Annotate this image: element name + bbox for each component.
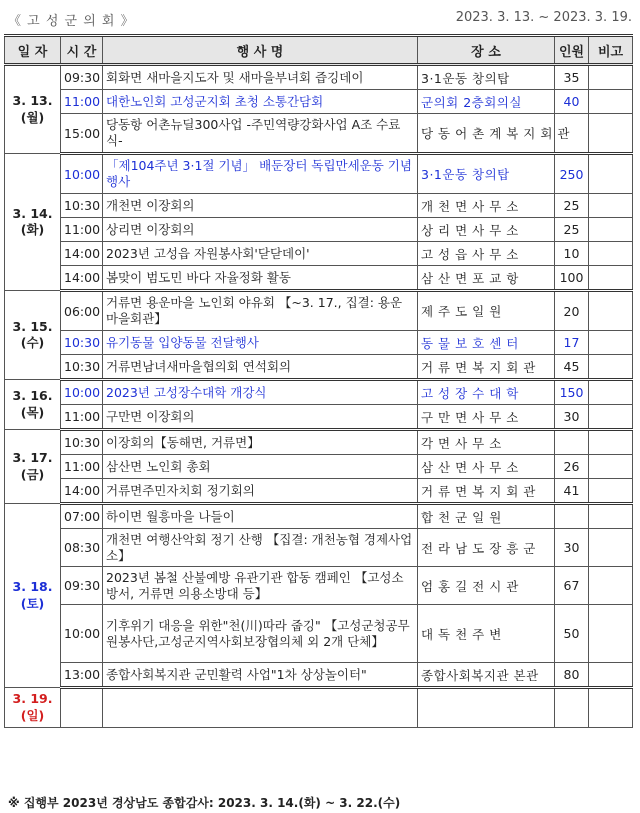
event-note-cell <box>589 663 633 688</box>
event-name-cell: 하이면 월흥마을 나들이 <box>103 504 418 529</box>
day-date: 3. 13. <box>12 93 53 109</box>
event-note-cell <box>589 194 633 218</box>
event-place-cell: 고 성 읍 사 무 소 <box>418 242 555 266</box>
event-note-cell <box>589 455 633 479</box>
table-row <box>5 430 633 455</box>
event-time-cell: 15:00 <box>61 114 103 154</box>
schedule-table <box>4 34 633 728</box>
event-note-cell <box>589 430 633 455</box>
event-count-cell: 25 <box>555 194 589 218</box>
event-place-cell: 제 주 도 일 원 <box>418 291 555 331</box>
day-weekday: (금) <box>20 466 45 482</box>
day-date-cell <box>5 688 61 728</box>
event-place-cell: 상 리 면 사 무 소 <box>418 218 555 242</box>
event-name-cell: 삼산면 노인회 총회 <box>103 455 418 479</box>
event-note-cell <box>589 90 633 114</box>
event-note-cell <box>589 291 633 331</box>
event-note-cell <box>589 380 633 405</box>
event-name-cell <box>103 688 418 728</box>
event-time-cell: 11:00 <box>61 90 103 114</box>
event-note-cell <box>589 355 633 380</box>
event-name-cell: 회화면 새마을지도자 및 새마을부녀회 즙깅데이 <box>103 65 418 90</box>
day-date: 3. 18. <box>12 579 53 595</box>
event-note-cell <box>589 266 633 291</box>
event-count-cell: 45 <box>555 355 589 380</box>
event-time-cell: 09:30 <box>61 567 103 605</box>
day-date: 3. 14. <box>12 205 53 221</box>
table-row <box>5 355 633 380</box>
event-count-cell <box>555 504 589 529</box>
day-date: 3. 17. <box>12 450 53 466</box>
event-time-cell: 11:00 <box>61 218 103 242</box>
event-count-cell: 41 <box>555 479 589 504</box>
table-row <box>5 663 633 688</box>
event-time-cell: 14:00 <box>61 479 103 504</box>
event-time-cell: 10:00 <box>61 380 103 405</box>
event-note-cell <box>589 218 633 242</box>
day-date-cell <box>5 380 61 430</box>
event-place-cell: 종합사회복지관 본관 <box>418 663 555 688</box>
event-time-cell: 10:30 <box>61 194 103 218</box>
table-row <box>5 504 633 529</box>
event-note-cell <box>589 114 633 154</box>
event-time-cell: 10:00 <box>61 154 103 194</box>
event-place-cell: 당 동 어 촌 계 복 지 회 관 <box>418 114 555 154</box>
event-count-cell: 17 <box>555 331 589 355</box>
event-name-cell: 거류면 용운마을 노인회 야유회 【~3. 17., 집결: 용운마을회관】 <box>103 291 418 331</box>
table-row <box>5 266 633 291</box>
day-date-cell <box>5 154 61 291</box>
page-header <box>8 4 632 30</box>
event-note-cell <box>589 405 633 430</box>
event-name-cell: 대한노인회 고성군지회 초청 소통간담회 <box>103 90 418 114</box>
event-place-cell: 고 성 장 수 대 학 <box>418 380 555 405</box>
day-date-cell <box>5 504 61 688</box>
event-time-cell: 14:00 <box>61 266 103 291</box>
event-count-cell: 150 <box>555 380 589 405</box>
table-row <box>5 688 633 728</box>
event-place-cell: 구 만 면 사 무 소 <box>418 405 555 430</box>
event-name-cell: 개천면 이장회의 <box>103 194 418 218</box>
event-time-cell: 09:30 <box>61 65 103 90</box>
event-count-cell: 50 <box>555 605 589 663</box>
event-count-cell: 35 <box>555 65 589 90</box>
day-weekday: (수) <box>20 335 45 350</box>
event-name-cell: 구만면 이장회의 <box>103 405 418 430</box>
event-place-cell: 거 류 면 복 지 회 관 <box>418 479 555 504</box>
event-note-cell <box>589 479 633 504</box>
event-count-cell: 25 <box>555 218 589 242</box>
table-row <box>5 90 633 114</box>
event-name-cell: 이장회의【동해면, 거류면】 <box>103 430 418 455</box>
event-place-cell: 합 천 군 일 원 <box>418 504 555 529</box>
event-time-cell: 10:30 <box>61 331 103 355</box>
day-date: 3. 19. <box>12 691 53 707</box>
day-weekday: (일) <box>20 707 45 723</box>
table-row <box>5 331 633 355</box>
event-count-cell: 100 <box>555 266 589 291</box>
day-date-cell <box>5 65 61 154</box>
event-name-cell: 당동항 어촌뉴딜300사업 -주민역량강화사업 A조 수료식- <box>103 114 418 154</box>
event-count-cell: 80 <box>555 663 589 688</box>
event-count-cell: 20 <box>555 291 589 331</box>
event-count-cell: 30 <box>555 529 589 567</box>
event-time-cell: 13:00 <box>61 663 103 688</box>
date-range: 2023. 3. 13. ~ 2023. 3. 19. <box>455 10 632 25</box>
table-row <box>5 242 633 266</box>
event-name-cell: 봄맞이 범도민 바다 자율정화 활동 <box>103 266 418 291</box>
event-note-cell <box>589 529 633 567</box>
table-row <box>5 567 633 605</box>
event-place-cell: 전 라 남 도 장 흥 군 <box>418 529 555 567</box>
table-row <box>5 479 633 504</box>
table-row <box>5 154 633 194</box>
day-date-cell <box>5 430 61 504</box>
event-name-cell: 유기동물 입양동물 전달행사 <box>103 331 418 355</box>
event-place-cell: 개 천 면 사 무 소 <box>418 194 555 218</box>
event-time-cell: 10:00 <box>61 605 103 663</box>
event-time-cell: 11:00 <box>61 405 103 430</box>
event-time-cell: 07:00 <box>61 504 103 529</box>
event-place-cell: 엄 홍 길 전 시 관 <box>418 567 555 605</box>
event-time-cell: 10:30 <box>61 430 103 455</box>
day-date: 3. 15. <box>12 318 53 334</box>
event-place-cell: 3·1운동 창의탑 <box>418 154 555 194</box>
table-row <box>5 218 633 242</box>
event-name-cell: 기후위기 대응을 위한"천(川)따라 줍깅" 【고성군청공무원봉사단,고성군지역사회보장협의체 외 2개 단체】 <box>103 605 418 663</box>
day-weekday: (토) <box>20 595 45 611</box>
table-row <box>5 405 633 430</box>
event-name-cell: 거류면주민자치회 정기회의 <box>103 479 418 504</box>
event-name-cell: 2023년 고성장수대학 개강식 <box>103 380 418 405</box>
event-note-cell <box>589 65 633 90</box>
footer-note: ※ 집행부 2023년 경상남도 종합감사: 2023. 3. 14.(화) ~ 3. 22.(수) <box>8 796 401 810</box>
event-name-cell: 개천면 여행산악회 정기 산행 【집결: 개천농협 경제사업소】 <box>103 529 418 567</box>
event-name-cell: 거류면남녀새마을협의회 연석회의 <box>103 355 418 380</box>
event-name-cell: 종합사회복지관 군민활력 사업"1차 상상놀이터" <box>103 663 418 688</box>
table-row <box>5 455 633 479</box>
event-note-cell <box>589 688 633 728</box>
event-place-cell <box>418 688 555 728</box>
table-row <box>5 529 633 567</box>
col-time-header: 시 간 <box>61 36 103 65</box>
event-count-cell <box>555 430 589 455</box>
col-count-header: 인원 <box>555 36 589 65</box>
day-date-cell <box>5 291 61 380</box>
event-place-cell: 삼 산 면 포 교 항 <box>418 266 555 291</box>
event-place-cell: 군의회 2층회의실 <box>418 90 555 114</box>
event-count-cell: 67 <box>555 567 589 605</box>
event-note-cell <box>589 331 633 355</box>
event-count-cell: 10 <box>555 242 589 266</box>
table-row <box>5 114 633 154</box>
event-name-cell: 2023년 봄철 산불예방 유관기관 합동 캠페인 【고성소방서, 거류면 의용소방대 등】 <box>103 567 418 605</box>
event-name-cell: 「제104주년 3·1절 기념」 배둔장터 독립만세운동 기념행사 <box>103 154 418 194</box>
event-count-cell: 40 <box>555 90 589 114</box>
event-time-cell: 11:00 <box>61 455 103 479</box>
page-title: 《 고 성 군 의 회 》 <box>8 14 135 29</box>
event-note-cell <box>589 154 633 194</box>
event-note-cell <box>589 504 633 529</box>
table-row <box>5 291 633 331</box>
event-place-cell: 동 물 보 호 센 터 <box>418 331 555 355</box>
event-place-cell: 3·1운동 창의탑 <box>418 65 555 90</box>
event-place-cell: 대 독 천 주 변 <box>418 605 555 663</box>
event-count-cell: 250 <box>555 154 589 194</box>
event-note-cell <box>589 605 633 663</box>
event-time-cell: 06:00 <box>61 291 103 331</box>
col-event-header: 행 사 명 <box>103 36 418 65</box>
day-weekday: (월) <box>20 109 45 125</box>
day-weekday: (화) <box>20 222 45 237</box>
event-time-cell: 08:30 <box>61 529 103 567</box>
event-note-cell <box>589 567 633 605</box>
col-date-header: 일 자 <box>5 36 61 65</box>
event-count-cell <box>555 688 589 728</box>
table-row <box>5 380 633 405</box>
table-row <box>5 605 633 663</box>
event-place-cell: 각 면 사 무 소 <box>418 430 555 455</box>
event-count-cell: 30 <box>555 405 589 430</box>
table-header-row <box>5 36 633 65</box>
event-time-cell: 14:00 <box>61 242 103 266</box>
event-name-cell: 2023년 고성읍 자원봉사회'닫닫데이' <box>103 242 418 266</box>
table-row <box>5 194 633 218</box>
col-note-header: 비고 <box>589 36 633 65</box>
event-count-cell: 26 <box>555 455 589 479</box>
day-weekday: (목) <box>20 404 45 420</box>
table-row <box>5 65 633 90</box>
event-place-cell: 거 류 면 복 지 회 관 <box>418 355 555 380</box>
day-date: 3. 16. <box>12 388 53 404</box>
event-time-cell: 10:30 <box>61 355 103 380</box>
event-place-cell: 삼 산 면 사 무 소 <box>418 455 555 479</box>
schedule-body <box>5 65 633 728</box>
col-place-header: 장 소 <box>418 36 555 65</box>
event-note-cell <box>589 242 633 266</box>
event-time-cell <box>61 688 103 728</box>
event-name-cell: 상리면 이장회의 <box>103 218 418 242</box>
